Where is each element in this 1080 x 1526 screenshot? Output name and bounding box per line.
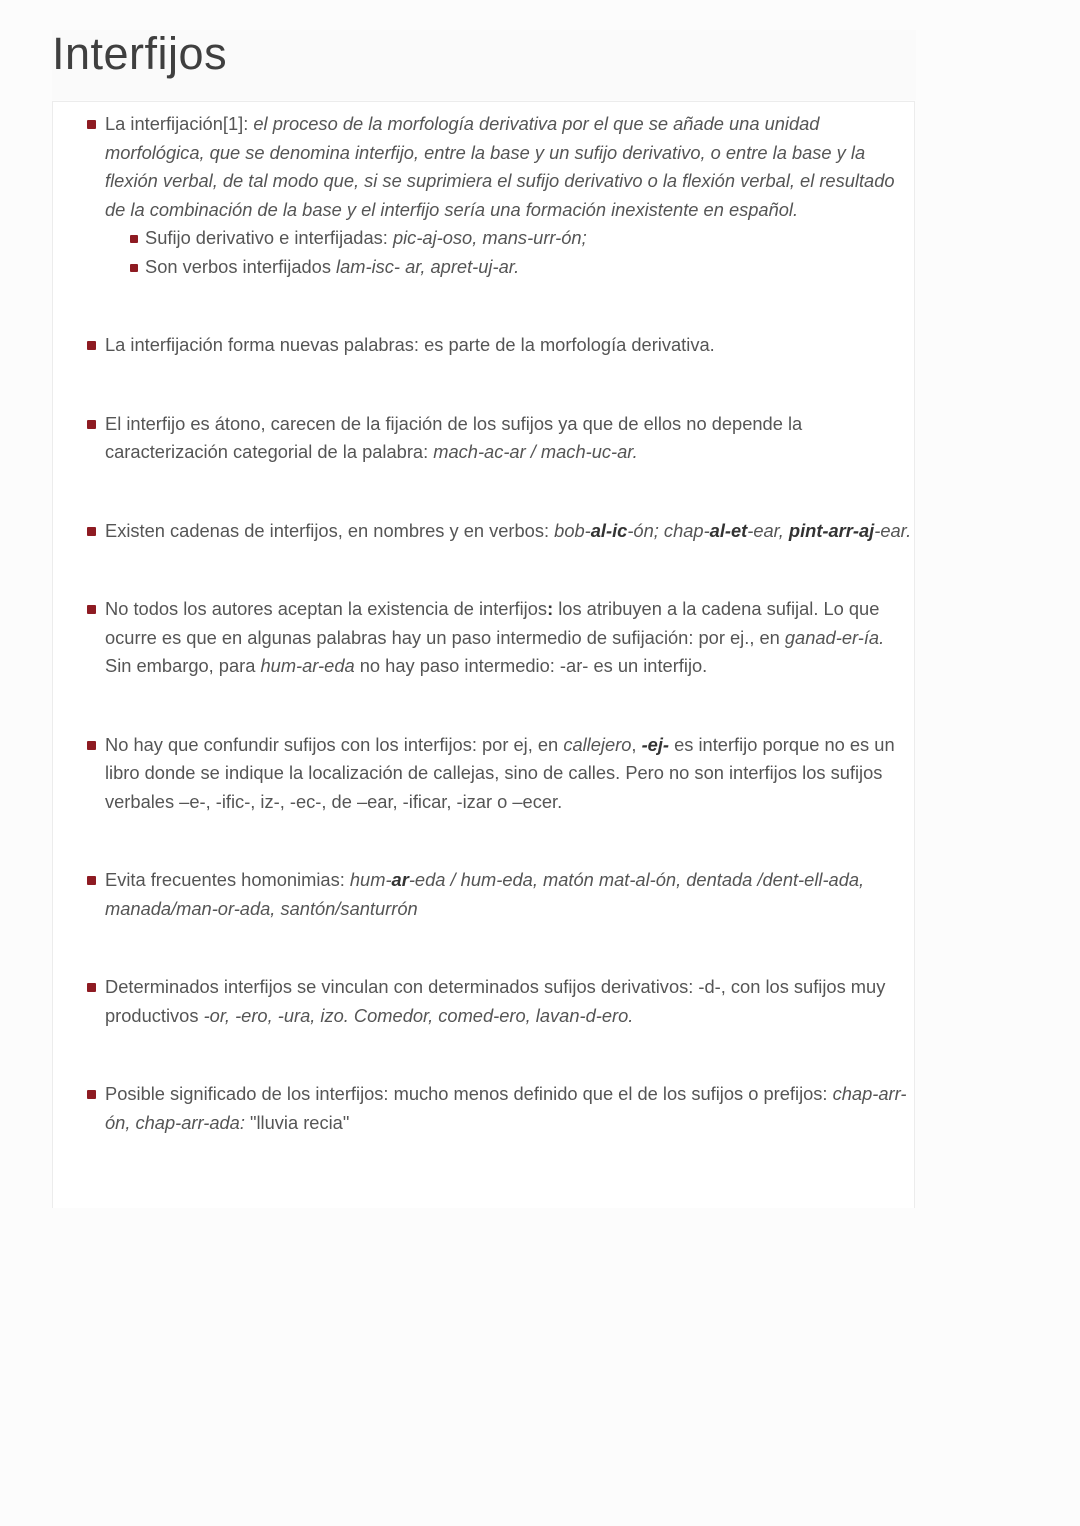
square-bullet-icon — [130, 264, 138, 272]
square-bullet-icon — [130, 235, 138, 243]
list-item — [105, 410, 915, 467]
text-segment: La interfijación forma nuevas palabras: es parte de la morfología derivativa. — [105, 334, 715, 355]
text-segment: Evita frecuentes homonimias: — [105, 869, 350, 890]
text-segment: Son verbos interfijados — [145, 255, 337, 277]
square-bullet-icon — [87, 341, 96, 350]
text-segment: bob- — [554, 519, 591, 541]
text-segment: Sufijo derivativo e interfijadas: — [145, 227, 393, 248]
page-title: Interfijos — [52, 28, 228, 79]
sub-list-item — [145, 224, 915, 253]
text-segment: Posible significado de los interfijos: mucho menos definido que el de los sufijos o prefijos: — [105, 1083, 833, 1104]
text-segment: : — [547, 598, 554, 619]
text-segment: -ón; chap- — [627, 519, 710, 541]
sub-list-item — [145, 253, 915, 282]
list-item — [105, 517, 915, 546]
text-segment: ganad-er-ía. — [784, 626, 885, 648]
text-segment: Existen cadenas de interfijos, en nombres y en verbos: — [105, 519, 555, 541]
text-segment: -or, -ero, -ura, izo. Comedor, comed-ero, lavan-d-ero. — [203, 1004, 634, 1026]
square-bullet-icon — [87, 741, 96, 750]
square-bullet-icon — [87, 120, 96, 129]
text-segment: chap-arr-ón, chap-arr-ada: — [105, 1083, 907, 1133]
text-segment: al-ic — [590, 519, 628, 541]
text-segment: -ear. — [874, 519, 912, 541]
text-segment: , — [631, 733, 642, 755]
square-bullet-icon — [87, 983, 96, 992]
text-segment: no hay paso intermedio: -ar- es un interfijo. — [354, 655, 708, 676]
text-segment: El interfijo es átono, carecen de la fijación de los sufijos ya que de ellos no depende la caracterización categorial de la palabra: — [105, 412, 803, 462]
square-bullet-icon — [87, 527, 96, 536]
text-segment: No todos los autores aceptan la existencia de interfijos — [105, 598, 548, 619]
list-item — [105, 1080, 915, 1137]
text-segment: mach-ac-ar / mach-uc-ar. — [433, 441, 638, 462]
text-segment: es interfijo porque no es un libro donde se indique la localización de callejas, sino de calles. Pero no son interfijos los sufijos verbales –e-, -ific-, iz-, -ec-, de –ear, -ificar, -izar o –ecer. — [105, 733, 895, 812]
text-segment: : — [243, 113, 254, 134]
text-segment: lam-isc- ar, apret-uj-ar. — [336, 255, 520, 277]
text-segment: -eda / hum-eda, matón mat-al-ón, dentada /dent-ell-ada, manada/man-or-ada, santón/santurrón — [105, 869, 865, 919]
list-item — [105, 866, 915, 923]
text-segment: callejero — [563, 733, 632, 755]
square-bullet-icon — [87, 420, 96, 429]
list-item — [105, 110, 915, 281]
text-segment: los atribuyen a la cadena sufijal. Lo que ocurre es que en algunas palabras hay un paso intermedio de sufijación: por ej., en — [105, 598, 880, 648]
text-segment: hum-ar-eda — [260, 655, 355, 676]
text-segment: -ej- — [641, 733, 669, 755]
footnote-link[interactable]: [1] — [222, 113, 244, 134]
list-item — [105, 731, 915, 817]
list-item — [105, 595, 915, 681]
text-segment: al-et — [709, 519, 748, 541]
text-segment: pic-aj-oso, mans-urr-ón; — [392, 227, 587, 248]
content-card — [52, 101, 915, 1208]
text-segment: ar — [391, 869, 409, 890]
list-item — [105, 973, 915, 1030]
sub-list — [105, 224, 915, 281]
text-segment: pint-arr-aj — [788, 519, 875, 541]
square-bullet-icon — [87, 876, 96, 885]
text-segment: el proceso de la morfología derivativa por el que se añade una unidad morfológica, que se denomina interfijo, entre la base y un sufijo derivativo, o entre la base y la flexión verbal, de tal modo que, si se suprimiera el sufijo derivativo o la flexión verbal, el resultado de la combinación de la base y el interfijo sería una formación inexistente en español. — [105, 113, 895, 220]
text-segment: Determinados interfijos se vinculan con determinados sufijos derivativos: -d-, con los sufijos muy productivos — [105, 976, 886, 1026]
bullet-list — [105, 110, 915, 1187]
text-segment: hum- — [349, 869, 392, 890]
text-segment: -ear, — [747, 519, 789, 541]
text-segment: "lluvia recia" — [244, 1111, 350, 1133]
square-bullet-icon — [87, 605, 96, 614]
text-segment: La interfijación — [105, 113, 223, 134]
list-item — [105, 331, 915, 360]
square-bullet-icon — [87, 1090, 96, 1099]
text-segment: Sin embargo, para — [105, 655, 261, 676]
text-segment: No hay que confundir sufijos con los interfijos: por ej, en — [105, 733, 564, 755]
